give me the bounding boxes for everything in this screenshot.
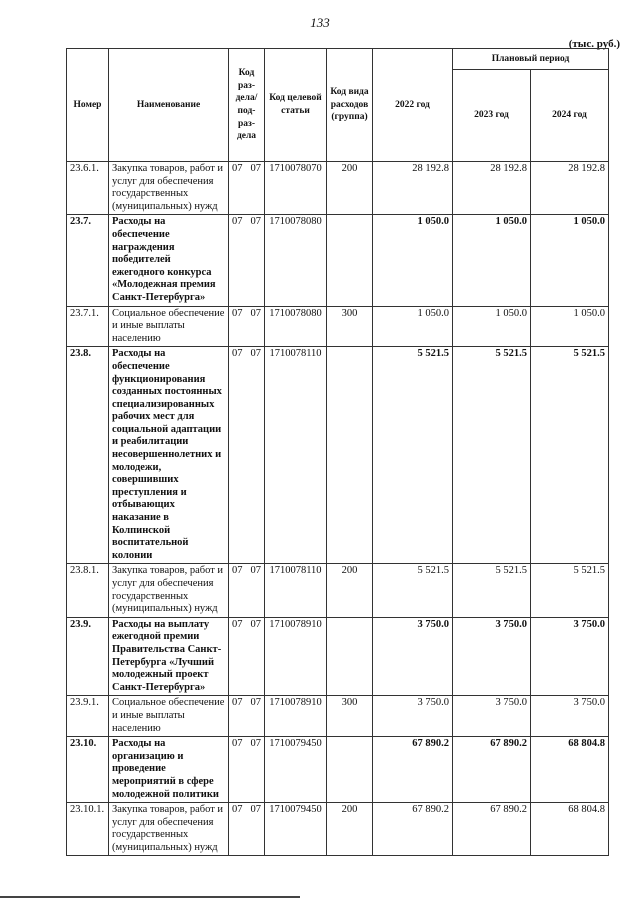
row-section-code [229,564,265,617]
header-year-after: 2024 год [531,70,609,162]
row-value-2022: 1 050.0 [373,215,453,306]
table-row [67,347,609,564]
row-number: 23.10.1. [67,803,109,856]
row-value-2023: 5 521.5 [453,347,531,564]
header-year-next: 2023 год [453,70,531,162]
units-label: (тыс. руб.) [568,38,620,50]
row-value-2023: 67 890.2 [453,803,531,856]
header-planning-period: Плановый период [453,49,609,70]
row-number: 23.8. [67,347,109,564]
row-subsection: 07 [250,738,261,750]
row-name: Расходы на обеспечение награждения победителей ежегодного конкурса «Молодежная премия Санкт-Петербурга» [109,215,229,306]
header-section-code: Код раз-дела/ под-раз-дела [229,49,265,162]
row-expense-type: 200 [327,162,373,215]
row-value-2022: 28 192.8 [373,162,453,215]
row-expense-type: 200 [327,564,373,617]
table-row [67,803,609,856]
table-row [67,737,609,803]
row-name: Расходы на выплату ежегодной премии Правительства Санкт-Петербурга «Лучший молодежный проект Санкт-Петербурга» [109,617,229,696]
row-value-2023: 1 050.0 [453,306,531,347]
header-row [67,49,609,70]
table-row [67,696,609,737]
row-target-code: 1710078110 [265,347,327,564]
row-value-2022: 3 750.0 [373,696,453,737]
row-value-2024: 3 750.0 [531,617,609,696]
row-value-2024: 5 521.5 [531,564,609,617]
row-value-2023: 3 750.0 [453,696,531,737]
row-value-2024: 1 050.0 [531,215,609,306]
row-section: 07 [232,697,243,709]
row-name: Закупка товаров, работ и услуг для обеспечения государственных (муниципальных) нужд [109,803,229,856]
table-row [67,215,609,306]
row-subsection: 07 [250,804,261,816]
row-subsection: 07 [250,618,261,630]
row-number: 23.10. [67,737,109,803]
row-subsection: 07 [250,565,261,577]
row-value-2024: 3 750.0 [531,696,609,737]
row-subsection: 07 [250,216,261,228]
row-subsection: 07 [250,697,261,709]
row-section-code [229,347,265,564]
row-value-2022: 5 521.5 [373,564,453,617]
row-number: 23.8.1. [67,564,109,617]
row-expense-type [327,737,373,803]
row-section: 07 [232,163,243,174]
row-target-code: 1710078110 [265,564,327,617]
row-number: 23.7. [67,215,109,306]
row-number: 23.9. [67,617,109,696]
row-subsection: 07 [250,163,261,174]
row-expense-type: 300 [327,696,373,737]
row-section: 07 [232,618,243,630]
budget-table [66,48,609,856]
row-value-2023: 3 750.0 [453,617,531,696]
row-value-2022: 1 050.0 [373,306,453,347]
row-value-2024: 1 050.0 [531,306,609,347]
row-name: Расходы на организацию и проведение мероприятий в сфере молодежной политики [109,737,229,803]
header-expense-type: Код вида расходов (группа) [327,49,373,162]
row-target-code: 1710078910 [265,617,327,696]
row-section-code [229,162,265,215]
row-name: Закупка товаров, работ и услуг для обеспечения государственных (муниципальных) нужд [109,564,229,617]
page-number: 133 [310,15,330,30]
row-value-2023: 1 050.0 [453,215,531,306]
row-value-2024: 68 804.8 [531,803,609,856]
footer-rule [0,896,300,898]
row-value-2023: 5 521.5 [453,564,531,617]
row-subsection: 07 [250,307,261,319]
row-value-2024: 28 192.8 [531,162,609,215]
row-target-code: 1710079450 [265,803,327,856]
row-target-code: 1710079450 [265,737,327,803]
row-target-code: 1710078080 [265,215,327,306]
row-value-2023: 28 192.8 [453,162,531,215]
header-name: Наименование [109,49,229,162]
row-section: 07 [232,804,243,816]
row-section-code [229,617,265,696]
row-section-code [229,696,265,737]
row-value-2022: 3 750.0 [373,617,453,696]
row-value-2024: 5 521.5 [531,347,609,564]
row-value-2022: 67 890.2 [373,737,453,803]
row-section-code [229,215,265,306]
table-row [67,306,609,347]
header-target-code: Код целевой статьи [265,49,327,162]
row-target-code: 1710078910 [265,696,327,737]
header-year-current: 2022 год [373,49,453,162]
row-section: 07 [232,348,243,360]
row-section: 07 [232,307,243,319]
row-name: Расходы на обеспечение функционирования созданных постоянных специализированных рабочих мест для социальной адаптации и реабилитации несовершеннолетних и молодежи, совершивших преступления и отбывающих наказание в Колпинской воспитательной колонии [109,347,229,564]
row-name: Закупка товаров, работ и услуг для обеспечения государственных (муниципальных) нужд [109,162,229,215]
row-name: Социальное обеспечение и иные выплаты населению [109,696,229,737]
row-target-code: 1710078070 [265,162,327,215]
row-section: 07 [232,738,243,750]
row-section: 07 [232,216,243,228]
row-value-2022: 5 521.5 [373,347,453,564]
header-number: Номер [67,49,109,162]
table-row [67,564,609,617]
row-expense-type [327,215,373,306]
row-expense-type: 200 [327,803,373,856]
row-subsection: 07 [250,348,261,360]
row-name: Социальное обеспечение и иные выплаты населению [109,306,229,347]
row-value-2022: 67 890.2 [373,803,453,856]
row-number: 23.9.1. [67,696,109,737]
table-row [67,617,609,696]
row-section-code [229,737,265,803]
row-section: 07 [232,565,243,577]
row-expense-type [327,617,373,696]
row-expense-type: 300 [327,306,373,347]
row-number: 23.7.1. [67,306,109,347]
row-target-code: 1710078080 [265,306,327,347]
row-number: 23.6.1. [67,162,109,215]
row-section-code [229,306,265,347]
row-section-code [229,803,265,856]
row-value-2024: 68 804.8 [531,737,609,803]
row-expense-type [327,347,373,564]
row-value-2023: 67 890.2 [453,737,531,803]
table-row [67,162,609,215]
